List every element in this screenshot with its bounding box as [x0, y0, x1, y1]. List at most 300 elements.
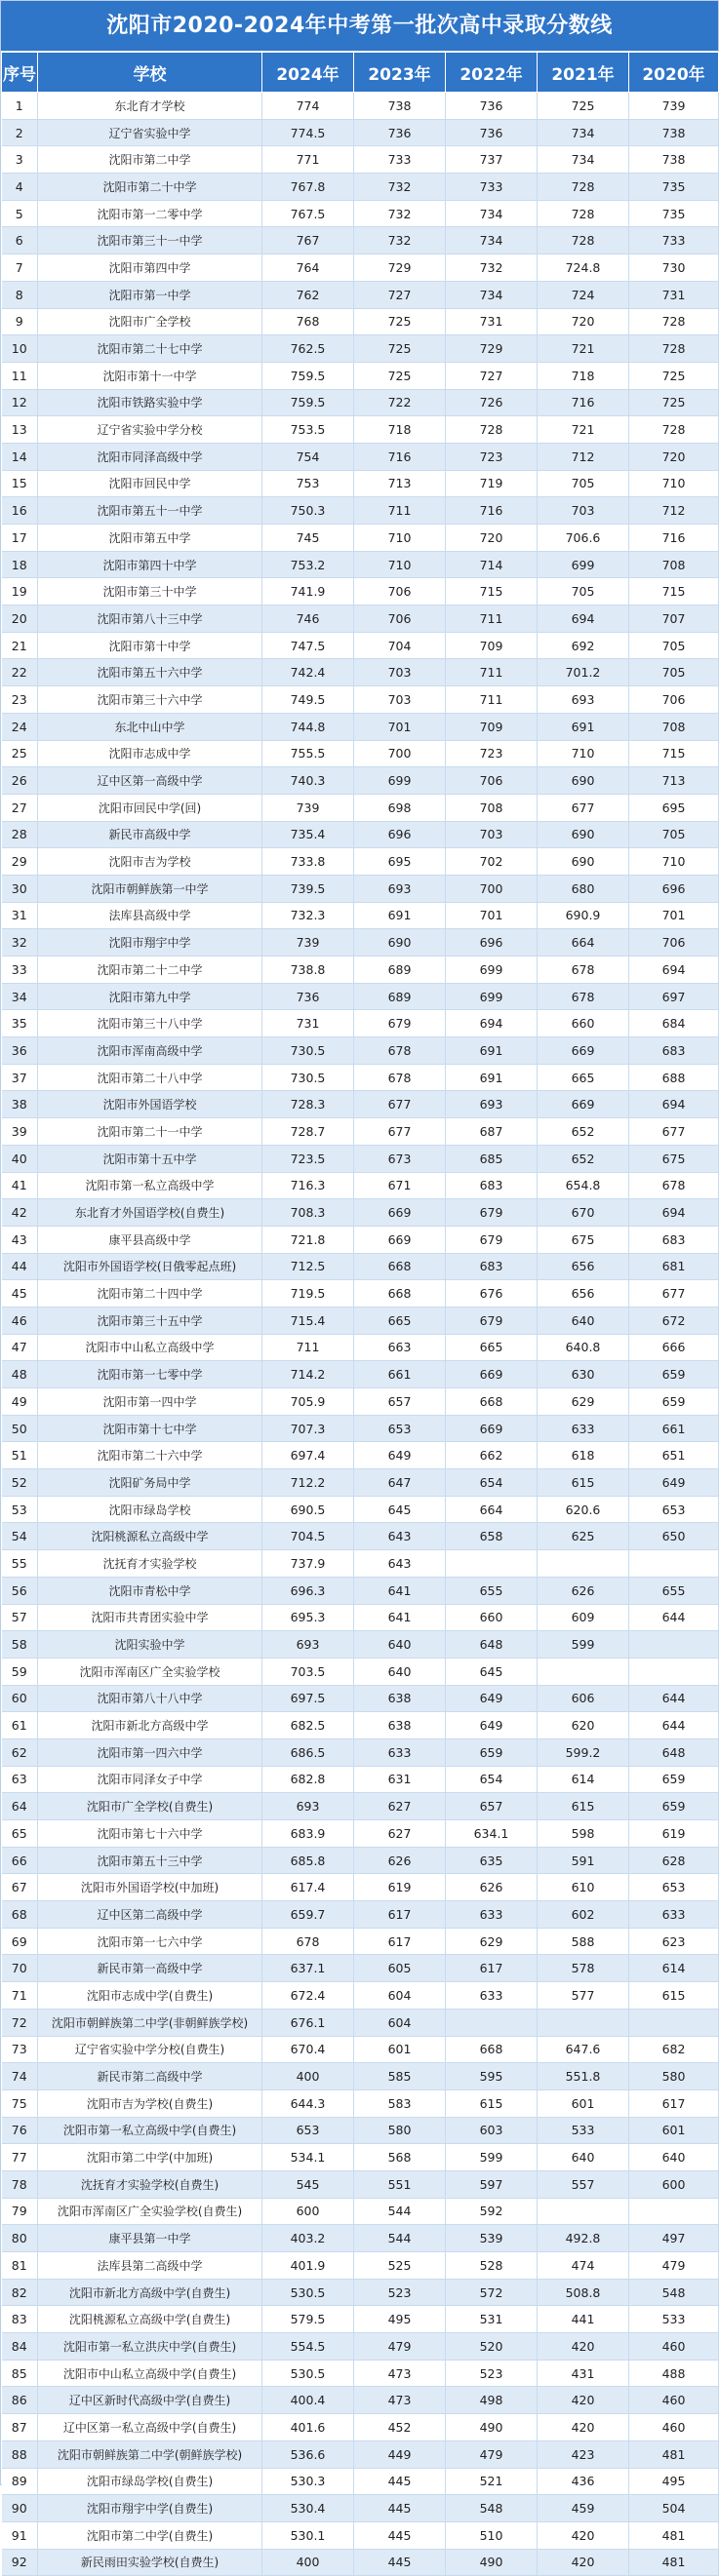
row-index: 33 — [2, 956, 38, 984]
score-2024: 530.5 — [262, 2279, 354, 2306]
score-2022: 669 — [446, 1415, 538, 1442]
score-2024: 759.5 — [262, 389, 354, 416]
score-2023: 725 — [354, 308, 446, 335]
score-2020: 697 — [629, 983, 719, 1010]
school-name: 辽中区第二高级中学 — [38, 1901, 262, 1929]
score-2024: 690.5 — [262, 1496, 354, 1523]
score-2024: 747.5 — [262, 632, 354, 659]
row-index: 35 — [2, 1010, 38, 1037]
score-2022: 521 — [446, 2468, 538, 2495]
table-row — [2, 1874, 719, 1901]
score-2024: 530.5 — [262, 2360, 354, 2387]
score-2023: 706 — [354, 605, 446, 633]
score-2022: 510 — [446, 2521, 538, 2549]
score-2024: 767 — [262, 227, 354, 254]
score-2022: 657 — [446, 1793, 538, 1820]
row-index: 1 — [2, 93, 38, 120]
score-2023: 738 — [354, 93, 446, 120]
score-2020: 651 — [629, 1442, 719, 1469]
score-2021: 710 — [538, 740, 629, 767]
score-2020: 497 — [629, 2225, 719, 2252]
score-2021: 705 — [538, 578, 629, 605]
table-row — [2, 1955, 719, 1982]
school-name: 新民雨田实验学校(自费生) — [38, 2549, 262, 2576]
score-2020: 683 — [629, 1037, 719, 1065]
row-index: 76 — [2, 2117, 38, 2144]
score-2021: 690 — [538, 767, 629, 795]
row-index: 79 — [2, 2198, 38, 2225]
score-2021: 420 — [538, 2387, 629, 2414]
table-row — [2, 2198, 719, 2225]
table-row — [2, 1172, 719, 1199]
score-2020: 708 — [629, 713, 719, 740]
score-2020: 504 — [629, 2495, 719, 2522]
table-row — [2, 1118, 719, 1146]
school-name: 沈阳市第二十六中学 — [38, 1442, 262, 1469]
score-2022: 668 — [446, 2036, 538, 2063]
row-index: 54 — [2, 1523, 38, 1550]
score-2021: 431 — [538, 2360, 629, 2387]
score-2022: 676 — [446, 1280, 538, 1308]
score-2023: 703 — [354, 659, 446, 686]
score-2021: 441 — [538, 2306, 629, 2333]
score-2023: 689 — [354, 983, 446, 1010]
school-name: 沈阳市中山私立高级中学 — [38, 1334, 262, 1361]
row-index: 69 — [2, 1928, 38, 1955]
score-2022: 655 — [446, 1577, 538, 1604]
table-row — [2, 2495, 719, 2522]
score-2020: 720 — [629, 443, 719, 470]
score-2024: 672.4 — [262, 1982, 354, 2010]
score-2020 — [629, 1658, 719, 1685]
table-row — [2, 2279, 719, 2306]
school-name: 沈阳市浑南高级中学 — [38, 1037, 262, 1065]
score-2024: 704.5 — [262, 1523, 354, 1550]
school-name: 东北中山中学 — [38, 713, 262, 740]
school-name: 沈阳市第九中学 — [38, 983, 262, 1010]
row-index: 25 — [2, 740, 38, 767]
score-2021: 640.8 — [538, 1334, 629, 1361]
score-2024: 771 — [262, 146, 354, 174]
score-2023: 669 — [354, 1226, 446, 1253]
table-row — [2, 1010, 719, 1037]
score-2023: 626 — [354, 1847, 446, 1874]
row-index: 82 — [2, 2279, 38, 2306]
score-2024: 693 — [262, 1631, 354, 1659]
score-2020: 694 — [629, 1091, 719, 1118]
score-2020: 481 — [629, 2549, 719, 2576]
score-2024: 682.5 — [262, 1712, 354, 1739]
row-index: 11 — [2, 362, 38, 389]
score-2020: 655 — [629, 1577, 719, 1604]
score-2021: 629 — [538, 1388, 629, 1416]
score-2022: 736 — [446, 119, 538, 146]
score-2024: 697.5 — [262, 1685, 354, 1712]
score-2022: 699 — [446, 956, 538, 984]
score-2020: 678 — [629, 1172, 719, 1199]
table-row — [2, 470, 719, 497]
score-2022: 592 — [446, 2198, 538, 2225]
table-row — [2, 227, 719, 254]
score-2022: 729 — [446, 335, 538, 363]
school-name: 法库县高级中学 — [38, 902, 262, 929]
score-2021: 693 — [538, 686, 629, 714]
school-name: 沈阳市第八十三中学 — [38, 605, 262, 633]
row-index: 59 — [2, 1658, 38, 1685]
table-row — [2, 2360, 719, 2387]
score-2020: 479 — [629, 2252, 719, 2280]
score-2022: 531 — [446, 2306, 538, 2333]
score-2022: 572 — [446, 2279, 538, 2306]
school-name: 沈阳市吉为学校 — [38, 848, 262, 876]
score-2024: 728.3 — [262, 1091, 354, 1118]
score-2020: 677 — [629, 1280, 719, 1308]
score-2021: 728 — [538, 174, 629, 201]
score-2020: 659 — [629, 1766, 719, 1793]
school-name: 沈阳市广全学校(自费生) — [38, 1793, 262, 1820]
table-row — [2, 1793, 719, 1820]
score-2024: 659.7 — [262, 1901, 354, 1929]
score-2020: 644 — [629, 1712, 719, 1739]
score-2021: 734 — [538, 119, 629, 146]
score-2023: 657 — [354, 1388, 446, 1416]
row-index: 65 — [2, 1820, 38, 1848]
score-2021: 420 — [538, 2521, 629, 2549]
school-name: 新民市第二高级中学 — [38, 2063, 262, 2090]
school-name: 沈阳市第二十一中学 — [38, 1118, 262, 1146]
score-2022: 720 — [446, 525, 538, 552]
score-2020: 481 — [629, 2521, 719, 2549]
row-index: 57 — [2, 1604, 38, 1631]
score-2020: 735 — [629, 174, 719, 201]
score-2023: 678 — [354, 1037, 446, 1065]
score-2023: 698 — [354, 794, 446, 821]
school-name: 沈阳市新北方高级中学(自费生) — [38, 2279, 262, 2306]
score-2021: 718 — [538, 362, 629, 389]
score-2022: 714 — [446, 551, 538, 578]
score-2020: 653 — [629, 1496, 719, 1523]
header-2023: 2023年 — [354, 53, 446, 93]
score-2023: 473 — [354, 2360, 446, 2387]
score-2024: 767.5 — [262, 200, 354, 227]
row-index: 29 — [2, 848, 38, 876]
score-2020: 728 — [629, 335, 719, 363]
score-2021: 652 — [538, 1118, 629, 1146]
score-2021: 716 — [538, 389, 629, 416]
score-2021: 665 — [538, 1064, 629, 1091]
score-2021: 598 — [538, 1820, 629, 1848]
score-2022: 617 — [446, 1955, 538, 1982]
score-2024: 716.3 — [262, 1172, 354, 1199]
score-2022: 734 — [446, 200, 538, 227]
school-name: 沈阳市朝鲜族第二中学(朝鲜族学校) — [38, 2440, 262, 2468]
header-2024: 2024年 — [262, 53, 354, 93]
score-2024: 644.3 — [262, 2089, 354, 2117]
score-2023: 638 — [354, 1685, 446, 1712]
score-2020: 653 — [629, 1874, 719, 1901]
score-2024: 530.1 — [262, 2521, 354, 2549]
score-2020: 738 — [629, 119, 719, 146]
table-row — [2, 2414, 719, 2441]
row-index: 17 — [2, 525, 38, 552]
score-2022: 649 — [446, 1712, 538, 1739]
row-index: 92 — [2, 2549, 38, 2576]
school-name: 沈阳市第十中学 — [38, 632, 262, 659]
score-2022: 701 — [446, 902, 538, 929]
score-2020: 675 — [629, 1145, 719, 1172]
score-2020: 696 — [629, 875, 719, 902]
row-index: 53 — [2, 1496, 38, 1523]
row-index: 56 — [2, 1577, 38, 1604]
row-index: 22 — [2, 659, 38, 686]
score-2020: 707 — [629, 605, 719, 633]
table-row — [2, 1037, 719, 1065]
score-2021: 721 — [538, 335, 629, 363]
score-2024: 401.6 — [262, 2414, 354, 2441]
table-row — [2, 1496, 719, 1523]
school-name: 沈阳市第一私立高级中学 — [38, 1172, 262, 1199]
score-2021: 492.8 — [538, 2225, 629, 2252]
row-index: 50 — [2, 1415, 38, 1442]
score-2024: 530.4 — [262, 2495, 354, 2522]
score-2024: 696.3 — [262, 1577, 354, 1604]
table-row — [2, 1738, 719, 1766]
score-2021: 669 — [538, 1037, 629, 1065]
score-2024: 686.5 — [262, 1738, 354, 1766]
score-2020: 533 — [629, 2306, 719, 2333]
score-2024: 764 — [262, 254, 354, 282]
score-2023: 479 — [354, 2333, 446, 2361]
score-2023: 729 — [354, 254, 446, 282]
table-row — [2, 2549, 719, 2576]
score-2023: 643 — [354, 1523, 446, 1550]
score-2023: 647 — [354, 1469, 446, 1497]
score-2024: 403.2 — [262, 2225, 354, 2252]
row-index: 18 — [2, 551, 38, 578]
score-2024: 741.9 — [262, 578, 354, 605]
score-2021: 734 — [538, 146, 629, 174]
score-2024: 683.9 — [262, 1820, 354, 1848]
score-2023: 665 — [354, 1307, 446, 1334]
score-2020: 677 — [629, 1118, 719, 1146]
score-2024: 753.2 — [262, 551, 354, 578]
score-2024: 712.2 — [262, 1469, 354, 1497]
score-2020: 712 — [629, 497, 719, 525]
score-2021: 436 — [538, 2468, 629, 2495]
score-2023: 700 — [354, 740, 446, 767]
table-row — [2, 1604, 719, 1631]
score-2024: 670.4 — [262, 2036, 354, 2063]
score-2022: 709 — [446, 632, 538, 659]
school-name: 沈阳市第五十六中学 — [38, 659, 262, 686]
score-2021: 725 — [538, 93, 629, 120]
score-2020: 644 — [629, 1685, 719, 1712]
score-2023: 678 — [354, 1064, 446, 1091]
table-row — [2, 1685, 719, 1712]
table-row — [2, 362, 719, 389]
score-2020: 661 — [629, 1415, 719, 1442]
score-2024: 721.8 — [262, 1226, 354, 1253]
score-2023: 580 — [354, 2117, 446, 2144]
score-2021: 599 — [538, 1631, 629, 1659]
score-2023: 445 — [354, 2549, 446, 2576]
score-2021 — [538, 2009, 629, 2036]
score-2023: 631 — [354, 1766, 446, 1793]
score-2021: 620.6 — [538, 1496, 629, 1523]
school-name: 沈阳市浑南区广全实验学校 — [38, 1658, 262, 1685]
score-2022: 683 — [446, 1172, 538, 1199]
row-index: 30 — [2, 875, 38, 902]
school-name: 沈阳市翔宇中学(自费生) — [38, 2495, 262, 2522]
score-2024: 693 — [262, 1793, 354, 1820]
row-index: 31 — [2, 902, 38, 929]
score-2024: 754 — [262, 443, 354, 470]
school-name: 沈阳市第二十二中学 — [38, 956, 262, 984]
score-2021: 551.8 — [538, 2063, 629, 2090]
school-name: 沈阳市共青团实验中学 — [38, 1604, 262, 1631]
score-2024: 739.5 — [262, 875, 354, 902]
score-2020: 460 — [629, 2387, 719, 2414]
score-2022: 648 — [446, 1631, 538, 1659]
table-row — [2, 956, 719, 984]
score-2022: 479 — [446, 2440, 538, 2468]
table-row — [2, 1550, 719, 1578]
score-2023: 713 — [354, 470, 446, 497]
row-index: 77 — [2, 2144, 38, 2171]
table-row — [2, 1928, 719, 1955]
score-2024: 400.4 — [262, 2387, 354, 2414]
score-2022: 734 — [446, 227, 538, 254]
score-table — [1, 52, 719, 2576]
score-2021: 654.8 — [538, 1172, 629, 1199]
school-name: 沈阳市第十五中学 — [38, 1145, 262, 1172]
score-2020: 706 — [629, 929, 719, 956]
table-row — [2, 1145, 719, 1172]
row-index: 85 — [2, 2360, 38, 2387]
row-index: 32 — [2, 929, 38, 956]
school-name: 辽宁省实验中学 — [38, 119, 262, 146]
row-index: 89 — [2, 2468, 38, 2495]
score-2023: 544 — [354, 2198, 446, 2225]
score-2022: 734 — [446, 281, 538, 308]
score-2021: 675 — [538, 1226, 629, 1253]
score-2020: 683 — [629, 1226, 719, 1253]
score-2021: 728 — [538, 200, 629, 227]
score-2020: 659 — [629, 1793, 719, 1820]
score-2022: 664 — [446, 1496, 538, 1523]
score-2021: 474 — [538, 2252, 629, 2280]
score-2024: 554.5 — [262, 2333, 354, 2361]
score-2022: 662 — [446, 1442, 538, 1469]
school-name: 辽中区第一私立高级中学(自费生) — [38, 2414, 262, 2441]
row-index: 24 — [2, 713, 38, 740]
score-2021: 591 — [538, 1847, 629, 1874]
header-2020: 2020年 — [629, 53, 719, 93]
score-2021: 692 — [538, 632, 629, 659]
school-name: 沈阳市绿岛学校 — [38, 1496, 262, 1523]
score-2020: 460 — [629, 2333, 719, 2361]
score-2022: 679 — [446, 1226, 538, 1253]
row-index: 42 — [2, 1199, 38, 1227]
score-2024: 753 — [262, 470, 354, 497]
row-index: 90 — [2, 2495, 38, 2522]
table-row — [2, 1820, 719, 1848]
table-row — [2, 2333, 719, 2361]
header-2021: 2021年 — [538, 53, 629, 93]
score-2023: 473 — [354, 2387, 446, 2414]
score-2022: 706 — [446, 767, 538, 795]
score-2022: 716 — [446, 497, 538, 525]
score-2020: 548 — [629, 2279, 719, 2306]
score-2020: 615 — [629, 1982, 719, 2010]
row-index: 88 — [2, 2440, 38, 2468]
school-name: 辽中区新时代高级中学(自费生) — [38, 2387, 262, 2414]
score-2022: 660 — [446, 1604, 538, 1631]
school-name: 沈阳桃源私立高级中学(自费生) — [38, 2306, 262, 2333]
score-2023: 668 — [354, 1280, 446, 1308]
score-2022: 703 — [446, 821, 538, 848]
score-2021: 678 — [538, 956, 629, 984]
row-index: 36 — [2, 1037, 38, 1065]
score-2021: 670 — [538, 1199, 629, 1227]
row-index: 13 — [2, 416, 38, 444]
score-2021: 690 — [538, 848, 629, 876]
row-index: 14 — [2, 443, 38, 470]
header-school: 学校 — [38, 53, 262, 93]
score-2021: 669 — [538, 1091, 629, 1118]
score-2021: 618 — [538, 1442, 629, 1469]
school-name: 沈阳市第二中学 — [38, 146, 262, 174]
score-2024: 753.5 — [262, 416, 354, 444]
score-2021: 701.2 — [538, 659, 629, 686]
school-name: 沈阳市第二十四中学 — [38, 1280, 262, 1308]
score-2023: 653 — [354, 1415, 446, 1442]
school-name: 沈阳市第一中学 — [38, 281, 262, 308]
score-2020: 644 — [629, 1604, 719, 1631]
score-2020: 648 — [629, 1738, 719, 1766]
score-2023: 725 — [354, 362, 446, 389]
table-row — [2, 2170, 719, 2198]
school-name: 沈阳市第三十六中学 — [38, 686, 262, 714]
school-name: 康平县高级中学 — [38, 1226, 262, 1253]
row-index: 84 — [2, 2333, 38, 2361]
score-2023: 449 — [354, 2440, 446, 2468]
table-row — [2, 632, 719, 659]
score-2023: 668 — [354, 1253, 446, 1280]
row-index: 5 — [2, 200, 38, 227]
score-2021: 728 — [538, 227, 629, 254]
score-2020: 659 — [629, 1388, 719, 1416]
score-2024: 750.3 — [262, 497, 354, 525]
score-2022: 715 — [446, 578, 538, 605]
score-2021: 691 — [538, 713, 629, 740]
table-row — [2, 2117, 719, 2144]
table-row — [2, 2440, 719, 2468]
score-2022: 635 — [446, 1847, 538, 1874]
table-row — [2, 686, 719, 714]
score-2021: 601 — [538, 2089, 629, 2117]
score-2024: 401.9 — [262, 2252, 354, 2280]
score-2023: 583 — [354, 2089, 446, 2117]
score-2022: 691 — [446, 1064, 538, 1091]
table-row — [2, 2306, 719, 2333]
row-index: 28 — [2, 821, 38, 848]
score-2024: 400 — [262, 2549, 354, 2576]
score-2022: 669 — [446, 1361, 538, 1388]
score-2021: 652 — [538, 1145, 629, 1172]
score-2022: 595 — [446, 2063, 538, 2090]
row-index: 20 — [2, 605, 38, 633]
